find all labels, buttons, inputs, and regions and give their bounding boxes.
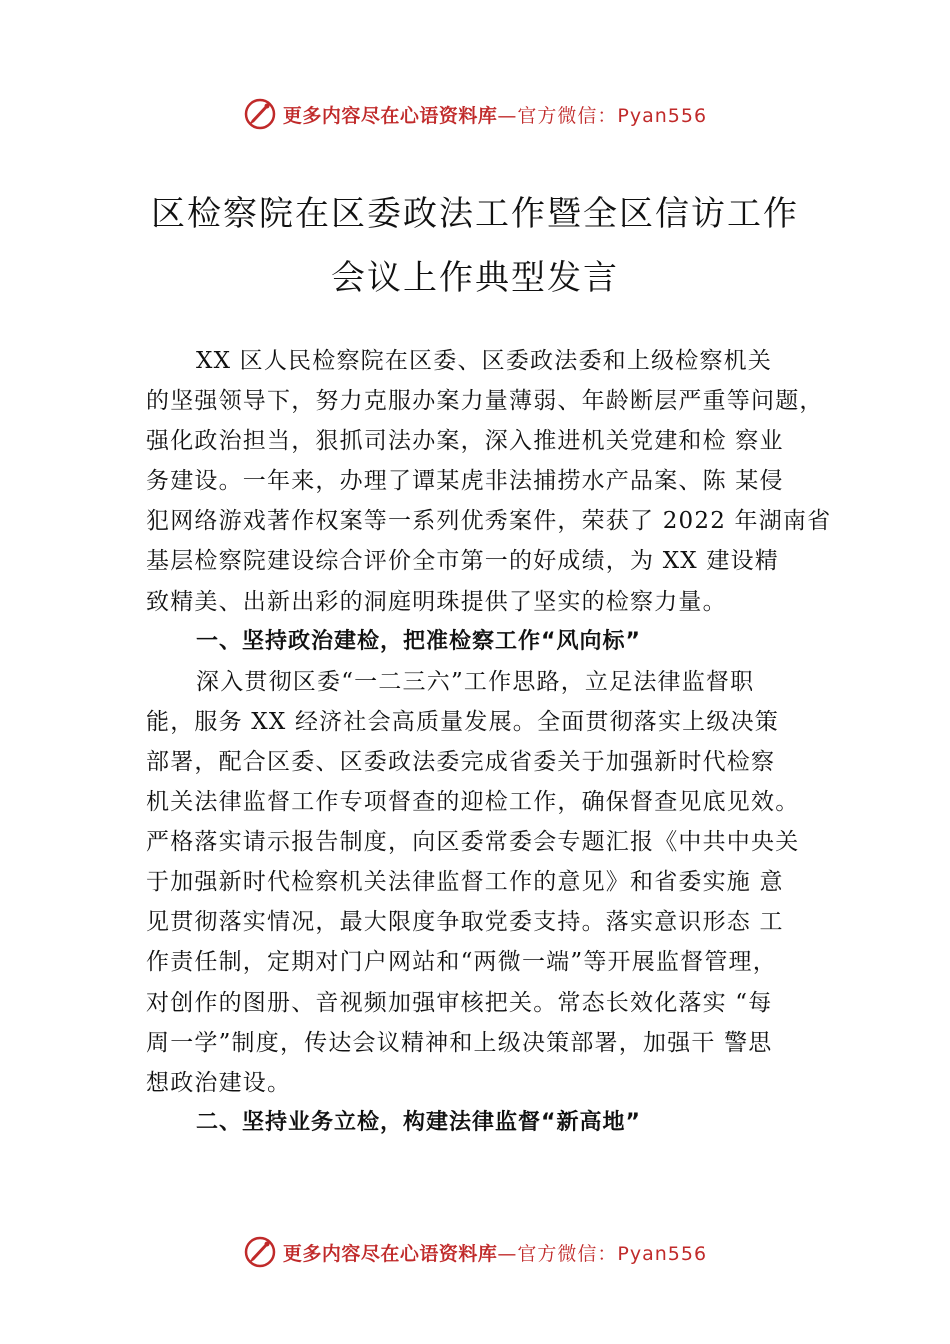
text-line: 的坚强领导下，努力克服办案力量薄弱、年龄断层严重等问题，: [146, 388, 824, 415]
text-line: 基层检察院建设综合评价全市第一的好成绩，为 XX 建设精: [146, 548, 779, 575]
text-line: 作责任制，定期对门户网站和“两微一端”等开展监督管理，: [146, 949, 777, 976]
text-line: 犯网络游戏著作权案等一系列优秀案件，荣获了 2022 年湖南省: [146, 508, 832, 535]
banner-text: 更多内容尽在心语资料库: [282, 1242, 498, 1265]
text-line: 深入贯彻区委“一二三六”工作思路，立足法律监督职: [196, 668, 755, 695]
document-body: [146, 341, 846, 1143]
logo-icon: [243, 97, 277, 131]
text-line: 机关法律监督工作专项督查的迎检工作，确保督查见底见效。: [146, 789, 800, 816]
section1-paragraph: [146, 662, 846, 1103]
section-heading-2: 二、坚持业务立检，构建法律监督“新高地”: [196, 1109, 641, 1135]
text-line: 强化政治担当，狠抓司法办案，深入推进机关党建和检 察业: [146, 428, 784, 455]
banner-suffix: —官方微信：Pyan556: [497, 104, 708, 127]
text-line: 能，服务 XX 经济社会高质量发展。全面贯彻落实上级决策: [146, 708, 779, 735]
text-line: 于加强新时代检察机关法律监督工作的意见》和省委实施 意: [146, 869, 784, 896]
banner-text: 更多内容尽在心语资料库: [282, 104, 498, 127]
text-line: 致精美、出新出彩的洞庭明珠提供了坚实的检察力量。: [146, 588, 727, 615]
logo-icon: [243, 1235, 277, 1269]
text-line: 周一学”制度，传达会议精神和上级决策部署，加强干 警思: [146, 1029, 773, 1056]
text-line: 部署，配合区委、区委政法委完成省委关于加强新时代检察: [146, 748, 776, 775]
footer-banner: [0, 1232, 950, 1272]
text-line: 见贯彻落实情况，最大限度争取党委支持。落实意识形态 工: [146, 909, 784, 936]
text-line: 务建设。一年来，办理了谭某虎非法捕捞水产品案、陈 某侵: [146, 468, 784, 495]
text-line: 严格落实请示报告制度，向区委常委会专题汇报《中共中央关: [146, 829, 800, 856]
text-line: 想政治建设。: [146, 1069, 292, 1096]
banner-suffix: —官方微信：Pyan556: [497, 1242, 708, 1265]
section-heading-1: 一、坚持政治建检，把准检察工作“风向标”: [196, 628, 641, 654]
text-line: 对创作的图册、音视频加强审核把关。常态长效化落实 “每: [146, 989, 773, 1016]
document-title-line1: 区检察院在区委政法工作暨全区信访工作: [151, 194, 799, 234]
document-title-line2: 会议上作典型发言: [331, 258, 619, 298]
text-line: XX 区人民检察院在区委、区委政法委和上级检察机关: [196, 348, 773, 374]
intro-paragraph: [146, 341, 846, 622]
header-banner: [0, 94, 950, 134]
